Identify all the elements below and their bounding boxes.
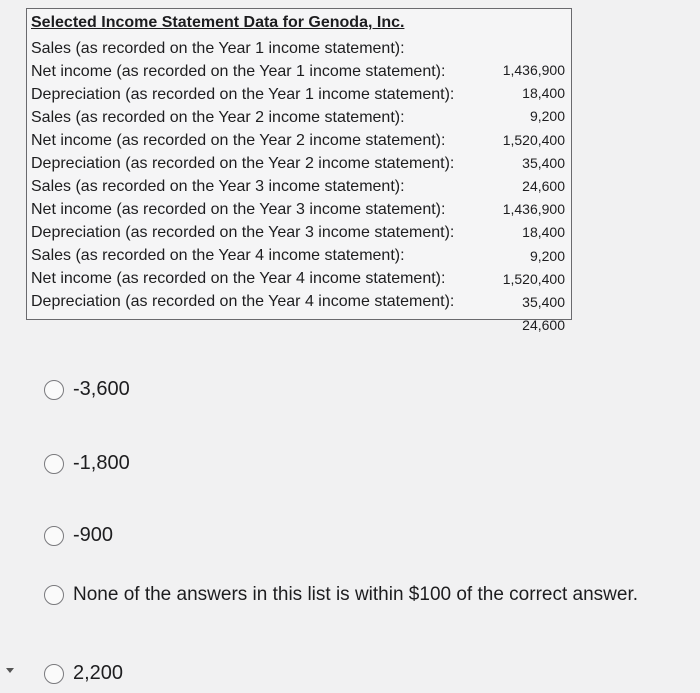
row-value: 1,436,900	[502, 62, 565, 78]
row-value: 18,400	[522, 85, 565, 102]
row-value: 18,400	[522, 224, 565, 241]
radio-button[interactable]	[44, 664, 64, 684]
answer-option-label: 2,200	[73, 662, 124, 684]
row-value: 1,520,400	[502, 270, 565, 287]
radio-button[interactable]	[44, 585, 64, 605]
row-label: Sales (as recorded on the Year 4 income statement):	[31, 247, 405, 264]
table-title: Selected Income Statement Data for Genoda, Inc.	[31, 14, 405, 31]
caret-down-icon	[6, 668, 14, 673]
row-label: Net income (as recorded on the Year 4 income statement):	[31, 270, 446, 287]
row-value: 1,436,900	[502, 201, 565, 218]
answer-option-label: None of the answers in this list is within $100 of the correct answer.	[73, 584, 638, 605]
row-label: Depreciation (as recorded on the Year 3 income statement):	[31, 224, 455, 241]
row-label: Sales (as recorded on the Year 3 income statement):	[31, 178, 405, 195]
row-value: 9,200	[529, 108, 565, 125]
answer-option-2[interactable]	[44, 452, 130, 475]
row-value: 24,600	[522, 317, 565, 334]
answer-option-5[interactable]	[44, 662, 123, 685]
answer-option-4[interactable]	[44, 584, 638, 606]
answer-option-3[interactable]	[44, 524, 113, 547]
row-value: 35,400	[522, 154, 565, 171]
row-value: 35,400	[522, 293, 565, 310]
radio-button[interactable]	[44, 526, 64, 546]
answer-option-label: -1,800	[73, 452, 130, 474]
value-column	[503, 59, 565, 337]
row-label: Net income (as recorded on the Year 1 income statement):	[31, 63, 446, 80]
answer-option-1[interactable]	[44, 378, 130, 401]
row-value: 1,520,400	[502, 131, 565, 148]
row-label: Depreciation (as recorded on the Year 1 income statement):	[31, 86, 455, 103]
row-label: Net income (as recorded on the Year 2 income statement):	[31, 132, 446, 149]
radio-button[interactable]	[44, 454, 64, 474]
row-label: Depreciation (as recorded on the Year 4 income statement):	[31, 293, 455, 310]
row-label: Sales (as recorded on the Year 2 income statement):	[31, 109, 405, 126]
row-label: Depreciation (as recorded on the Year 2 income statement):	[31, 155, 455, 172]
row-value: 9,200	[529, 247, 565, 264]
table-rows	[27, 37, 571, 334]
row-label: Net income (as recorded on the Year 3 income statement):	[31, 201, 446, 218]
row-label: Sales (as recorded on the Year 1 income statement):	[31, 40, 405, 57]
row-value: 24,600	[522, 177, 565, 194]
income-statement-table	[26, 8, 572, 334]
radio-button[interactable]	[44, 380, 64, 400]
answer-option-label: -3,600	[73, 378, 130, 400]
label-column	[31, 37, 454, 313]
answer-option-label: -900	[73, 524, 114, 546]
